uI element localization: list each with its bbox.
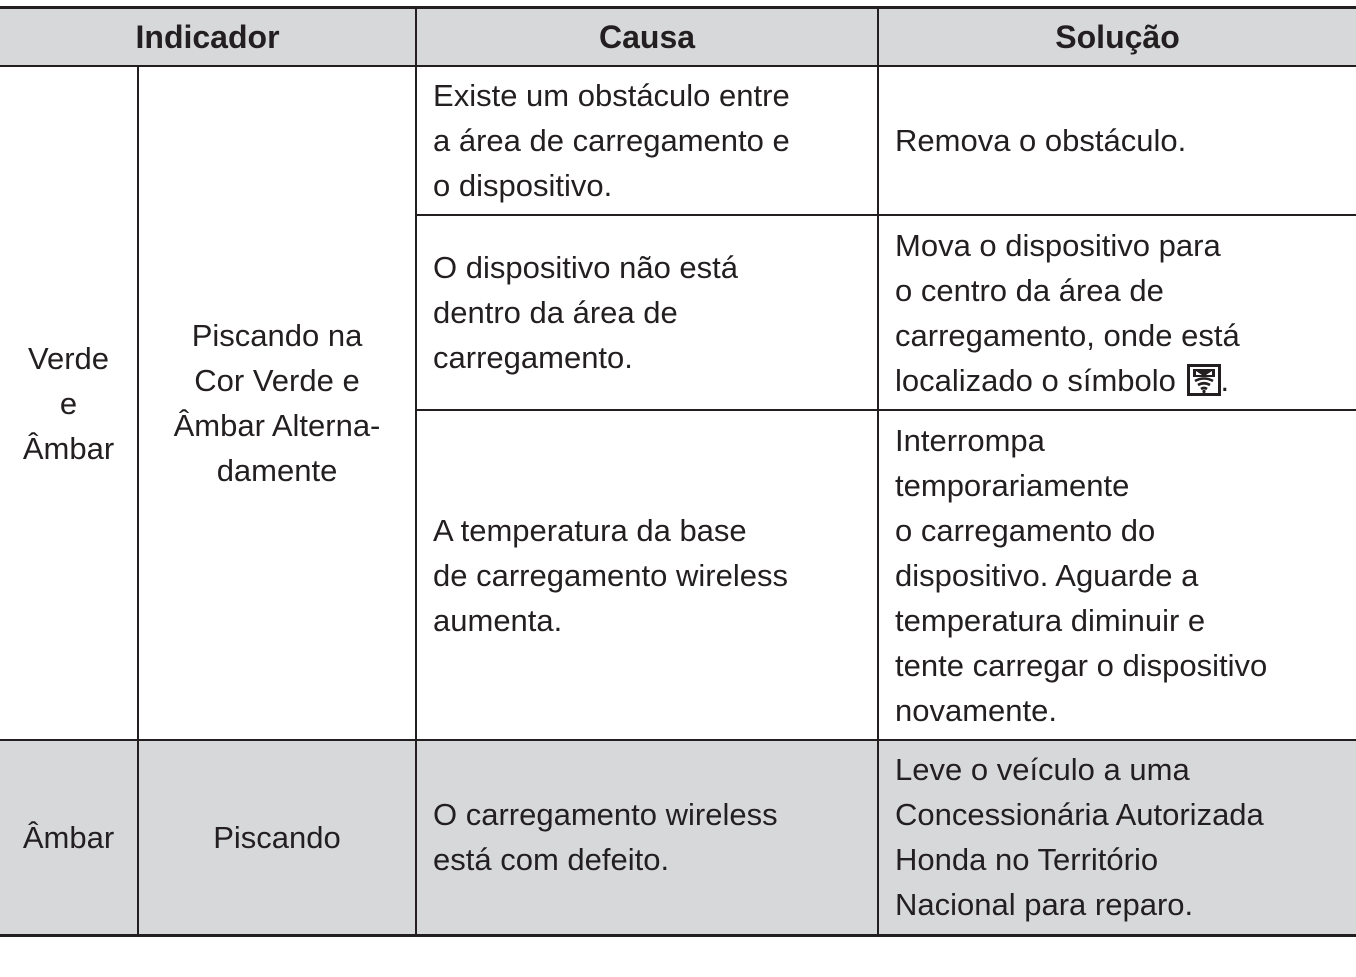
solution-remove-obstacle: Remova o obstáculo.	[878, 66, 1356, 215]
header-solution: Solução	[878, 8, 1356, 67]
indicator-state-alternating: Piscando na Cor Verde e Âmbar Alterna- damente	[138, 66, 416, 740]
cause-high-temperature: A temperatura da base de carregamento wireless aumenta.	[416, 410, 878, 740]
cause-outside-area: O dispositivo não está dentro da área de carregamento.	[416, 215, 878, 410]
header-row	[0, 8, 1356, 67]
indicator-color-amber: Âmbar	[0, 740, 138, 935]
cause-defective: O carregamento wireless está com defeito.	[416, 740, 878, 935]
solution-move-device-text: Mova o dispositivo para o centro da área de carregamento, onde está localizado o símbolo	[895, 227, 1240, 398]
table-row	[0, 66, 1356, 215]
wireless-charging-symbol-icon	[1187, 364, 1221, 396]
solution-move-device-end: .	[1220, 362, 1230, 398]
cause-obstacle: Existe um obstáculo entre a área de carregamento e o dispositivo.	[416, 66, 878, 215]
solution-move-device	[878, 215, 1356, 410]
indicator-state-blinking: Piscando	[138, 740, 416, 935]
header-cause: Causa	[416, 8, 878, 67]
indicator-color-green-amber: Verde e Âmbar	[0, 66, 138, 740]
table-row	[0, 740, 1356, 935]
solution-dealer-repair: Leve o veículo a uma Concessionária Autorizada Honda no Território Nacional para reparo.	[878, 740, 1356, 935]
header-indicator: Indicador	[0, 8, 416, 67]
solution-pause-charging: Interrompa temporariamente o carregamento do dispositivo. Aguarde a temperatura diminuir e tente carregar o dispositivo novamente.	[878, 410, 1356, 740]
troubleshooting-table	[0, 6, 1356, 937]
